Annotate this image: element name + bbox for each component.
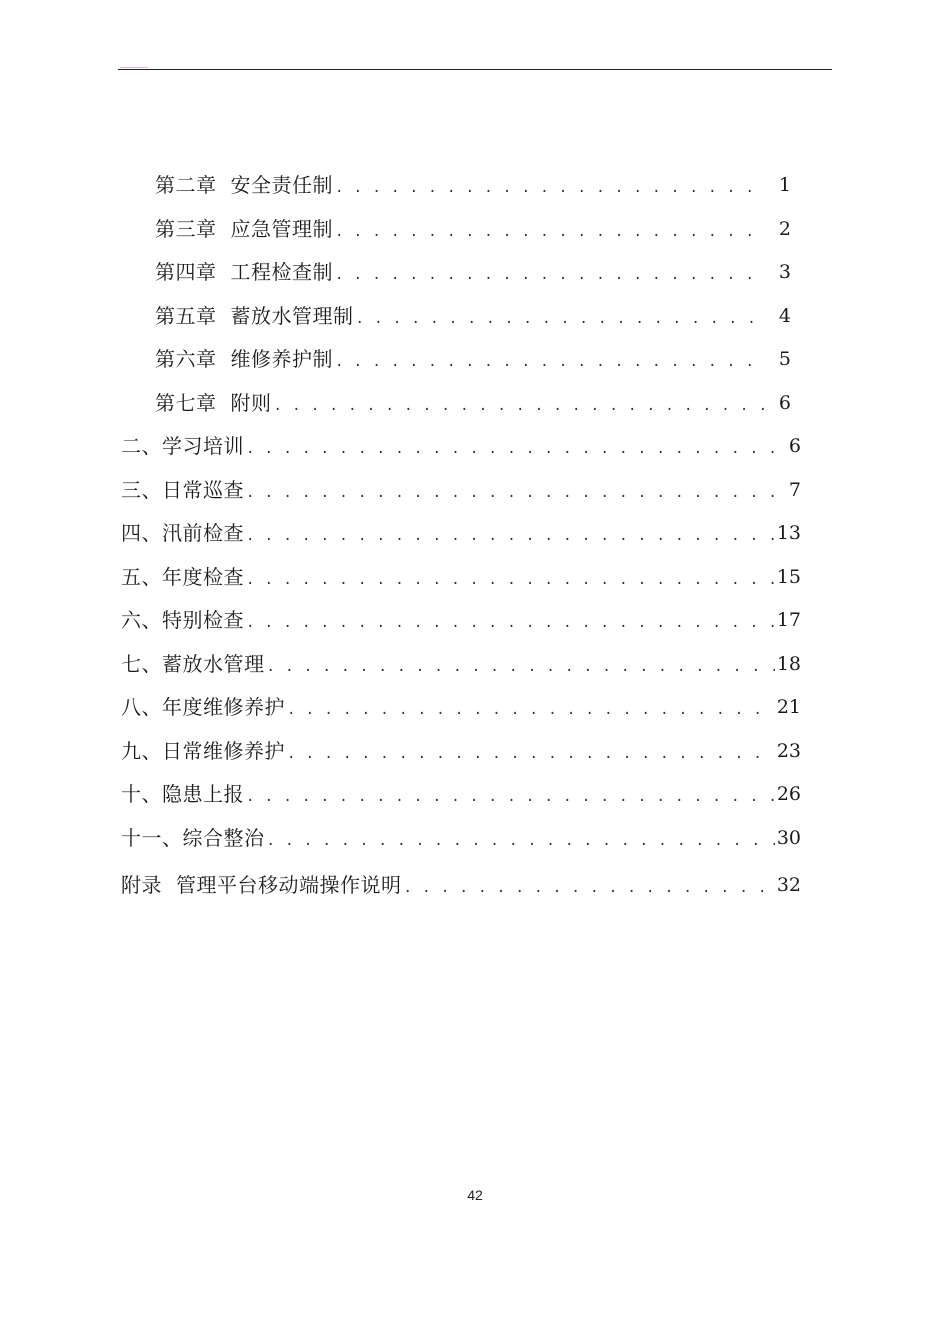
toc-entry-title: 二、学习培训: [121, 434, 244, 458]
toc-leader-dots: [287, 736, 775, 766]
toc-entry[interactable]: [121, 736, 801, 766]
toc-entry-page: 4: [778, 305, 791, 327]
toc-leader-dots: [335, 170, 767, 200]
toc-entry[interactable]: [121, 431, 801, 461]
toc-leader-dots: [335, 344, 767, 374]
toc-entry[interactable]: [155, 344, 791, 374]
toc-leader-dots: [335, 214, 767, 244]
toc-entry-title: 第五章 蓄放水管理制: [155, 304, 354, 328]
toc-entry[interactable]: [155, 170, 791, 200]
toc-entry[interactable]: [121, 649, 801, 679]
toc-entry-page: 2: [778, 218, 791, 240]
toc-entry-title: 九、日常维修养护: [121, 739, 285, 763]
toc-entry[interactable]: [121, 562, 801, 592]
toc-leader-dots: [404, 870, 775, 900]
toc-leader-dots: [267, 823, 775, 853]
toc-entry-page: 15: [776, 566, 801, 588]
toc-entry-title: 第三章 应急管理制: [155, 217, 333, 241]
toc-leader-dots: [356, 301, 768, 331]
toc-entry-page: 32: [776, 874, 801, 896]
toc-entry[interactable]: [121, 605, 801, 635]
toc-entry-page: 1: [778, 174, 791, 196]
toc-leader-dots: [274, 388, 768, 418]
toc-entry-page: 30: [776, 827, 801, 849]
toc-leader-dots: [246, 431, 777, 461]
toc-entry-page: 23: [776, 740, 801, 762]
toc-entry-title: 第六章 维修养护制: [155, 347, 333, 371]
toc-entry-page: 6: [788, 435, 801, 457]
toc-entry[interactable]: [155, 388, 791, 418]
toc-leader-dots: [267, 649, 775, 679]
toc-leader-dots: [246, 779, 775, 809]
toc-leader-dots: [246, 605, 775, 635]
toc-entry-page: 3: [778, 261, 791, 283]
toc-leader-dots: [246, 518, 775, 548]
toc-entry-title: 第四章 工程检查制: [155, 260, 333, 284]
toc-leader-dots: [335, 257, 767, 287]
toc-entry-page: 26: [776, 783, 801, 805]
toc-entry[interactable]: [121, 518, 801, 548]
toc-entry[interactable]: [121, 823, 801, 853]
toc-entry-page: 21: [776, 696, 801, 718]
toc-entry-appendix[interactable]: [121, 870, 801, 900]
toc-entry[interactable]: [155, 257, 791, 287]
toc-entry-title: 十、隐患上报: [121, 782, 244, 806]
toc-entry-title: 五、年度检查: [121, 565, 244, 589]
toc-entry-title: 附录 管理平台移动端操作说明: [121, 873, 402, 897]
toc-entry-page: 5: [778, 348, 791, 370]
toc-leader-dots: [246, 475, 777, 505]
toc-entry[interactable]: [155, 301, 791, 331]
toc-entry-title: 四、汛前检查: [121, 521, 244, 545]
toc-entry[interactable]: [121, 779, 801, 809]
toc-entry-page: 7: [788, 479, 801, 501]
toc-entry-title: 六、特别检查: [121, 608, 244, 632]
toc-leader-dots: [246, 562, 775, 592]
toc-entry-title: 三、日常巡查: [121, 478, 244, 502]
toc-entry-title: 八、年度维修养护: [121, 695, 285, 719]
toc-entry[interactable]: [121, 475, 801, 505]
toc-entry-title: 第二章 安全责任制: [155, 173, 333, 197]
toc-entry-title: 十一、综合整治: [121, 826, 265, 850]
toc-leader-dots: [287, 692, 775, 722]
toc-entry[interactable]: [121, 692, 801, 722]
toc-entry-page: 6: [778, 392, 791, 414]
page-number: 42: [467, 1187, 483, 1203]
toc-entry-title: 七、蓄放水管理: [121, 652, 265, 676]
toc-entry-title: 第七章 附则: [155, 391, 272, 415]
toc-entry[interactable]: [155, 214, 791, 244]
toc-entry-page: 17: [776, 609, 801, 631]
toc-entry-page: 13: [776, 522, 801, 544]
toc-entry-page: 18: [776, 653, 801, 675]
